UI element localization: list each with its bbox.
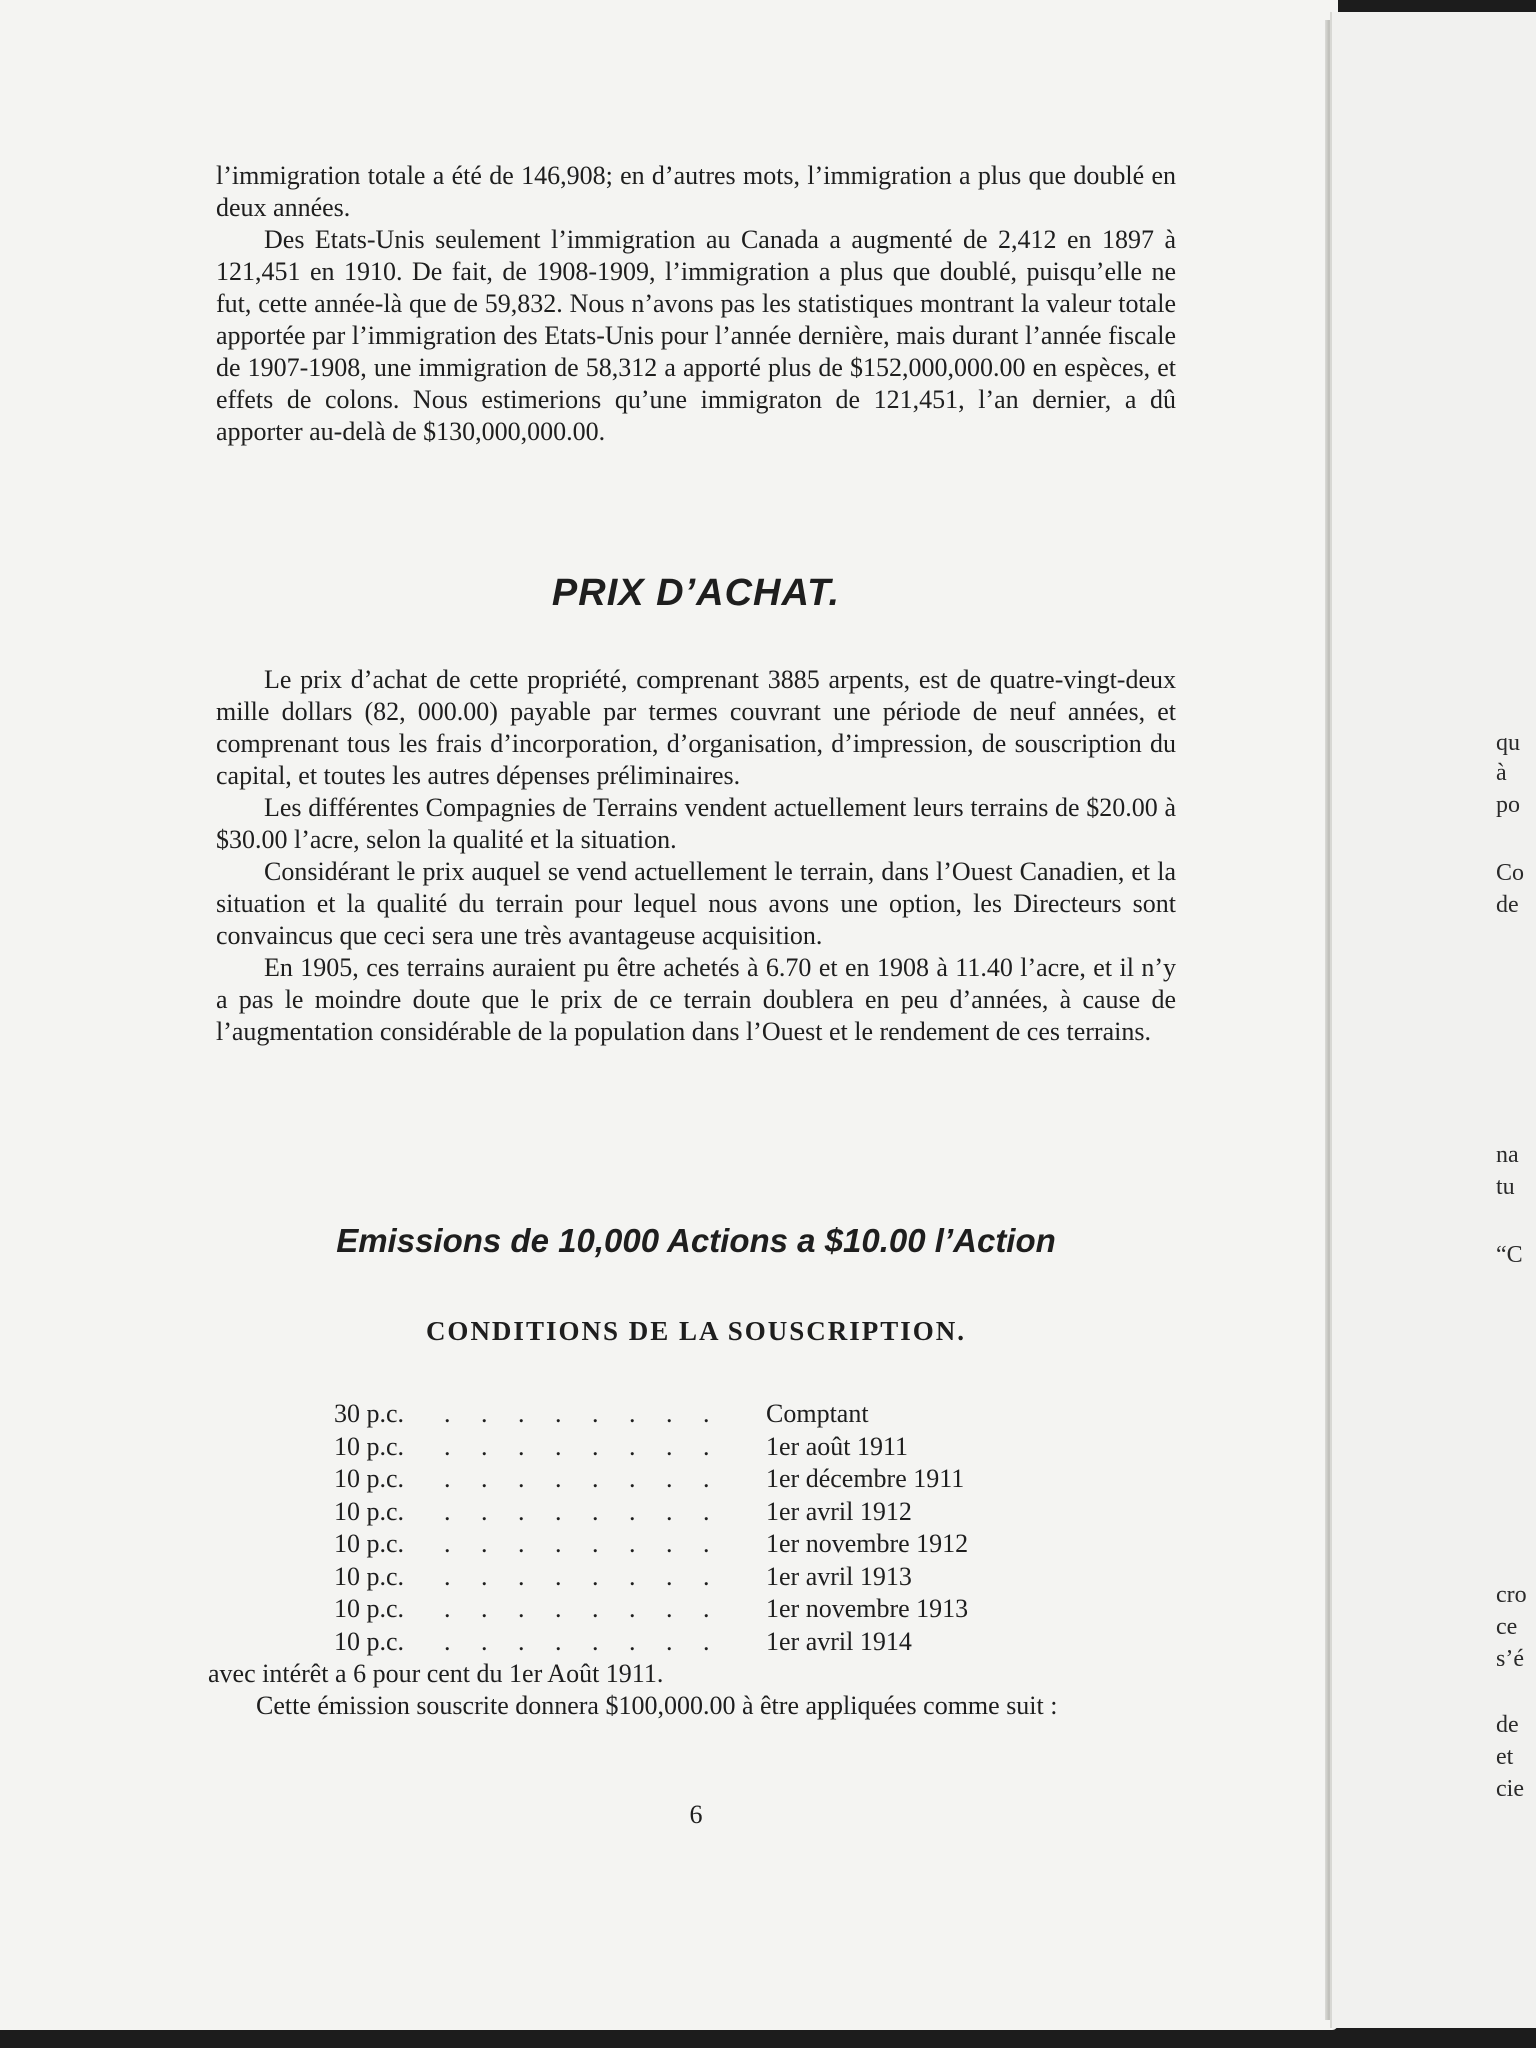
schedule-leader-dots: . . . . . . . . (444, 1594, 722, 1623)
heading-prix-achat: PRIX D’ACHAT. (551, 572, 841, 614)
bottom-text-block (208, 1658, 1168, 1722)
schedule-date: 1er avril 1914 (766, 1626, 912, 1656)
right-page-fragment: ce (1496, 1614, 1518, 1640)
schedule-row (334, 1398, 1094, 1431)
schedule-date: 1er avril 1913 (766, 1561, 912, 1591)
page-number: 6 (689, 1800, 703, 1829)
right-page-fragment: “C (1496, 1242, 1523, 1268)
schedule-leader-dots: . . . . . . . . (444, 1626, 722, 1656)
paragraph-etats-unis: Des Etats-Unis seulement l’immigration au Canada a augmenté de 2,412 en 1897 à 121,451 en 1910. De fait, de 1908-1909, l’immigration a plus que doublé, puisqu’elle ne fut, cette année-là que de 59,832. Nous n’avons pas les statistiques montrant la valeur totale apportée par l’immigration des Etats-Unis pour l’année dernière, mais durant l’année fiscale de 1907-1908, une immigration de 58,312 a apporté plus de $152,000,000.00 en espèces, et effets de colons. Nous estimerions qu’une immigraton de 121,451, l’an dernier, a dû apporter au-delà de $130,000,000.00. (216, 225, 1176, 446)
schedule-percent: 10 p.c. (334, 1464, 405, 1493)
schedule-leader-dots: . . . . . . . . (444, 1464, 722, 1493)
schedule-percent: 10 p.c. (334, 1561, 405, 1591)
schedule-row (334, 1593, 1094, 1626)
right-page-fragment: s’é (1496, 1646, 1524, 1672)
schedule-date: 1er novembre 1912 (766, 1529, 969, 1558)
right-page-fragment: et (1496, 1744, 1514, 1770)
schedule-percent: 10 p.c. (334, 1496, 405, 1526)
schedule-row (334, 1463, 1094, 1496)
paragraph-compagnies-terrains: Les différentes Compagnies de Terrains vendent actuellement leurs terrains de $20.00 à $30.00 l’acre, selon la qualité et la situation. (216, 793, 1176, 854)
top-text-block (216, 160, 1176, 448)
heading-emissions: Emissions de 10,000 Actions a $10.00 l’Action (336, 1222, 1056, 1259)
heading-conditions-souscription: CONDITIONS DE LA SOUSCRIPTION. (425, 1316, 967, 1346)
right-page-fragment: po (1496, 792, 1520, 818)
schedule-percent: 10 p.c. (334, 1529, 405, 1558)
schedule-percent: 10 p.c. (334, 1431, 405, 1461)
schedule-percent: 10 p.c. (334, 1594, 405, 1623)
prix-text-block (216, 664, 1176, 1048)
right-page-fragment: de (1496, 892, 1519, 918)
right-page-fragment: na (1496, 1142, 1519, 1168)
payment-schedule (334, 1398, 1094, 1658)
schedule-date: 1er décembre 1911 (766, 1464, 965, 1493)
schedule-leader-dots: . . . . . . . . (444, 1529, 722, 1558)
schedule-leader-dots: . . . . . . . . (444, 1399, 722, 1428)
right-page-fragment: de (1496, 1712, 1519, 1738)
schedule-date: 1er novembre 1913 (766, 1594, 969, 1623)
paragraph-interet: avec intérêt a 6 pour cent du 1er Août 1911. (208, 1659, 664, 1688)
schedule-leader-dots: . . . . . . . . (444, 1431, 722, 1461)
paragraph-prix-propriete: Le prix d’achat de cette propriété, comprenant 3885 arpents, est de quatre-vingt-deux mille dollars (82, 000.00) payable par termes couvrant une période de neuf années, et comprenant tous les frais d’incorporation, d’organisation, d’impression, de souscription du capital, et toutes les autres dépenses préliminaires. (216, 665, 1176, 790)
schedule-date: 1er août 1911 (766, 1431, 908, 1461)
schedule-leader-dots: . . . . . . . . (444, 1561, 722, 1591)
schedule-row (334, 1431, 1094, 1464)
schedule-row (334, 1626, 1094, 1659)
right-page-fragment: qu (1496, 730, 1520, 756)
paragraph-emission-souscrite: Cette émission souscrite donnera $100,000.00 à être appliquées comme suit : (256, 1691, 1058, 1720)
paragraph-considerant: Considérant le prix auquel se vend actuellement le terrain, dans l’Ouest Canadien, et la situation et la qualité du terrain pour lequel nous avons une option, les Directeurs sont convaincus que ceci sera une très avantageuse acquisition. (216, 857, 1176, 950)
right-page-fragment: tu (1496, 1174, 1515, 1200)
schedule-percent: 10 p.c. (334, 1626, 405, 1656)
schedule-date: Comptant (766, 1399, 869, 1428)
right-page-fragment: cro (1496, 1582, 1527, 1608)
paragraph-immigration-total: l’immigration totale a été de 146,908; en d’autres mots, l’immigration a plus que doublé en deux années. (216, 161, 1176, 222)
schedule-row (334, 1528, 1094, 1561)
paragraph-en-1905: En 1905, ces terrains auraient pu être achetés à 6.70 et en 1908 à 11.40 l’acre, et il n’y a pas le moindre doute que le prix de ce terrain doublera en peu d’années, à cause de l’augmentation considérable de la population dans l’Ouest et le rendement de ces terrains. (216, 953, 1176, 1046)
schedule-percent: 30 p.c. (334, 1399, 405, 1428)
schedule-row (334, 1496, 1094, 1529)
right-page-fragment: à (1496, 760, 1507, 786)
schedule-date: 1er avril 1912 (766, 1496, 912, 1526)
schedule-leader-dots: . . . . . . . . (444, 1496, 722, 1526)
right-page-fragment: cie (1496, 1776, 1524, 1802)
right-page-fragment: Co (1496, 860, 1525, 886)
schedule-row (334, 1561, 1094, 1594)
